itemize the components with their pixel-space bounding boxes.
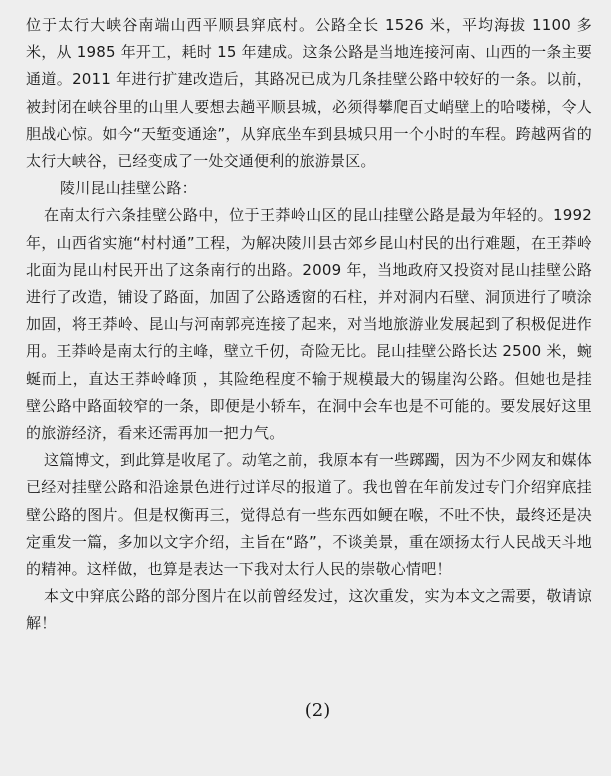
paragraph-jingdi-road: 位于太行大峡谷南端山西平顺县穽底村。公路全长 1526 米，平均海拔 1100 多米，从 1985 年开工，耗时 15 年建成。这条公路是当地连接河南、山西的一条主要通道。2011 年进行扩建改造后，其路况已成为几条挂壁公路中较好的一条。以前，被封闭在峡谷里的山里人要想去趟平顺县城，必须得攀爬百丈峭壁上的哈喽梯，令人胆战心惊。如今“天堑变通途”，从穽底坐车到县城只用一个小时的车程。跨越两省的太行大峡谷，已经变成了一处交通便利的旅游景区。: [26, 16, 592, 171]
section-heading-kunshan-road: 陵川昆山挂壁公路：: [60, 179, 197, 198]
article-body: [26, 12, 592, 638]
paragraph-image-note: 本文中穽底公路的部分图片在以前曾经发过，这次重发，实为本文之需要，敬请谅解！: [26, 587, 592, 633]
paragraph-kunshan-road: 在南太行六条挂壁公路中，位于王莽岭山区的昆山挂壁公路是最为年轻的。1992 年，山西省实施“村村通”工程，为解决陵川县古郊乡昆山村民的出行难题，在王莽岭北面为昆山村民开出了这条南行的出路。2009 年，当地政府又投资对昆山挂壁公路进行了改造，铺设了路面，加固了公路透窗的石柱，并对洞内石壁、洞顶进行了喷涂加固，将王莽岭、昆山与河南郭亮连接了起来，对当地旅游业发展起到了积极促进作用。王莽岭是南太行的主峰，壁立千仞，奇险无比。昆山挂壁公路长达 2500 米，蜿蜒而上，直达王莽岭峰顶 ，其险绝程度不输于规模最大的锡崖沟公路。但她也是挂壁公路中路面较窄的一条，即便是小轿车，在洞中会车也是不可能的。要发展好这里的旅游经济，看来还需再加一把力气。: [26, 206, 592, 443]
page-number: (2): [304, 700, 331, 721]
paragraph-closing-remarks: 这篇博文，到此算是收尾了。动笔之前，我原本有一些踯躅，因为不少网友和媒体已经对挂壁公路和沿途景色进行过详尽的报道了。我也曾在年前发过专门介绍穽底挂壁公路的图片。但是权衡再三，觉得总有一些东西如鲠在喉，不吐不快，最终还是决定重发一篇，多加以文字介绍，主旨在“路”，不谈美景，重在颂扬太行人民战天斗地的精神。这样做，也算是表达一下我对太行人民的崇敬心情吧！: [26, 451, 592, 579]
